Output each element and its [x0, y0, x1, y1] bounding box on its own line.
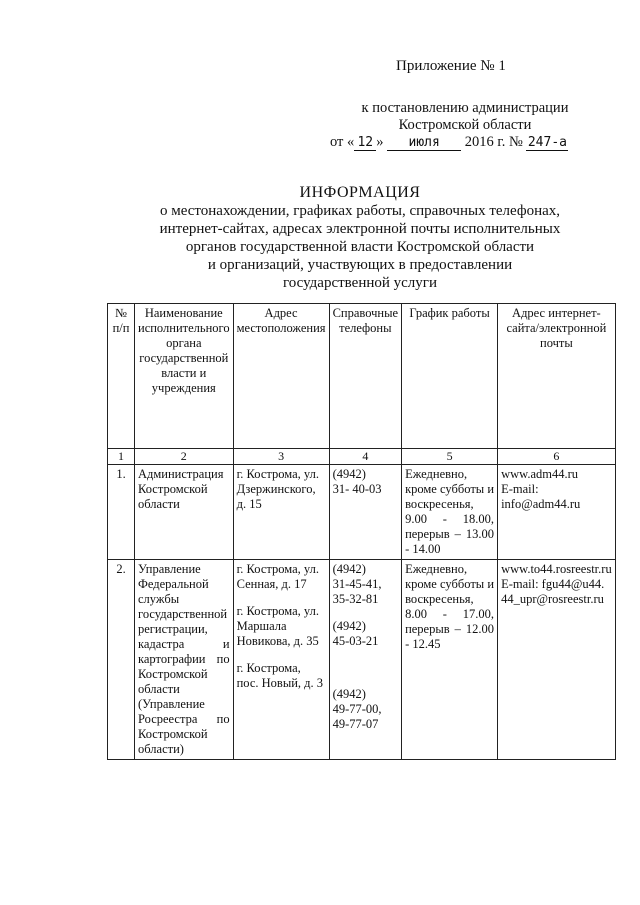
phone-line: 49-77-07 [332, 717, 379, 731]
decree-line-1: к постановлению администрации [361, 100, 569, 116]
column-number: 6 [498, 449, 616, 465]
header-phones: Справочные телефоны [329, 304, 402, 449]
phone-line: 35-32-81 [332, 592, 379, 606]
column-number: 4 [329, 449, 402, 465]
row-number: 1. [108, 465, 135, 560]
website-link[interactable]: www.to44.rosreestr.ru [501, 562, 612, 576]
header-address: Адрес местоположения [233, 304, 329, 449]
date-number: 247-а [527, 135, 567, 150]
table-header-row [108, 304, 616, 449]
address-entry: г. Кострома, ул. Дзержинского, д. 15 [236, 467, 319, 511]
heading-line: и организаций, участвующих в предоставлении [207, 257, 513, 273]
org-phones [329, 560, 402, 760]
column-number: 3 [233, 449, 329, 465]
appendix-label: Приложение № 1 [396, 58, 506, 74]
org-name: Управление Федеральной службы государственной регистрации, кадастра и картографии по Костромской области (Управление Росреестра по Костромской области) [135, 560, 234, 760]
header-schedule: График работы [402, 304, 498, 449]
phone-line: (4942) [332, 467, 366, 481]
email-link[interactable]: E-mail: fgu44@u44. [501, 577, 605, 591]
phone-line: 49-77-00, [332, 702, 382, 716]
phone-line: (4942) [332, 562, 366, 576]
row-number: 2. [108, 560, 135, 760]
date-month: июля [387, 135, 461, 151]
column-number: 1 [108, 449, 135, 465]
heading-line: интернет-сайтах, адресах электронной почты исполнительных [159, 221, 561, 237]
heading-line: государственной услуги [283, 275, 437, 291]
phone-line: 45-03-21 [332, 634, 379, 648]
org-address [233, 465, 329, 560]
information-table [107, 303, 616, 760]
decree-line-2: Костромской области [398, 117, 532, 133]
decree-date [330, 134, 568, 151]
org-phones [329, 465, 402, 560]
document-heading [130, 184, 590, 292]
org-name: Администрация Костромской области [135, 465, 234, 560]
column-number-row [108, 449, 616, 465]
heading-line: органов государственной власти Костромской области [185, 239, 535, 255]
org-contacts [498, 465, 616, 560]
table-row [108, 465, 616, 560]
table-row [108, 560, 616, 760]
header-number: № п/п [108, 304, 135, 449]
phone-line: 31- 40-03 [332, 482, 382, 496]
address-entry: г. Кострома, ул. Маршала Новикова, д. 35 [236, 604, 319, 648]
email-link[interactable]: 44_upr@rosreestr.ru [501, 592, 604, 606]
date-mid: » [376, 134, 384, 150]
header-name: Наименование исполнительного органа государственной власти и учреждения [135, 304, 234, 449]
phone-line: (4942) [332, 619, 366, 633]
header-contacts: Адрес интернет-сайта/электронной почты [498, 304, 616, 449]
date-day: 12 [354, 135, 376, 151]
address-entry: г. Кострома, ул. Сенная, д. 17 [236, 562, 319, 591]
phone-line: (4942) [332, 687, 366, 701]
column-number: 5 [402, 449, 498, 465]
phone-line: 31-45-41, [332, 577, 382, 591]
org-schedule: Ежедневно, кроме субботы и воскресенья, 9.00 - 18.00, перерыв – 13.00 - 14.00 [402, 465, 498, 560]
date-year: 2016 г. № [464, 134, 523, 150]
email-link[interactable]: E-mail: info@adm44.ru [501, 482, 581, 511]
decree-reference [335, 100, 595, 134]
heading-line: о местонахождении, графиках работы, справочных телефонах, [159, 203, 561, 219]
website-link[interactable]: www.adm44.ru [501, 467, 579, 481]
org-schedule: Ежедневно, кроме субботы и воскресенья, 8.00 - 17.00, перерыв – 12.00 - 12.45 [402, 560, 498, 760]
date-prefix: от « [330, 134, 355, 150]
document-title: ИНФОРМАЦИЯ [299, 184, 421, 201]
column-number: 2 [135, 449, 234, 465]
org-contacts [498, 560, 616, 760]
org-address [233, 560, 329, 760]
address-entry: г. Кострома, пос. Новый, д. 3 [236, 661, 324, 690]
